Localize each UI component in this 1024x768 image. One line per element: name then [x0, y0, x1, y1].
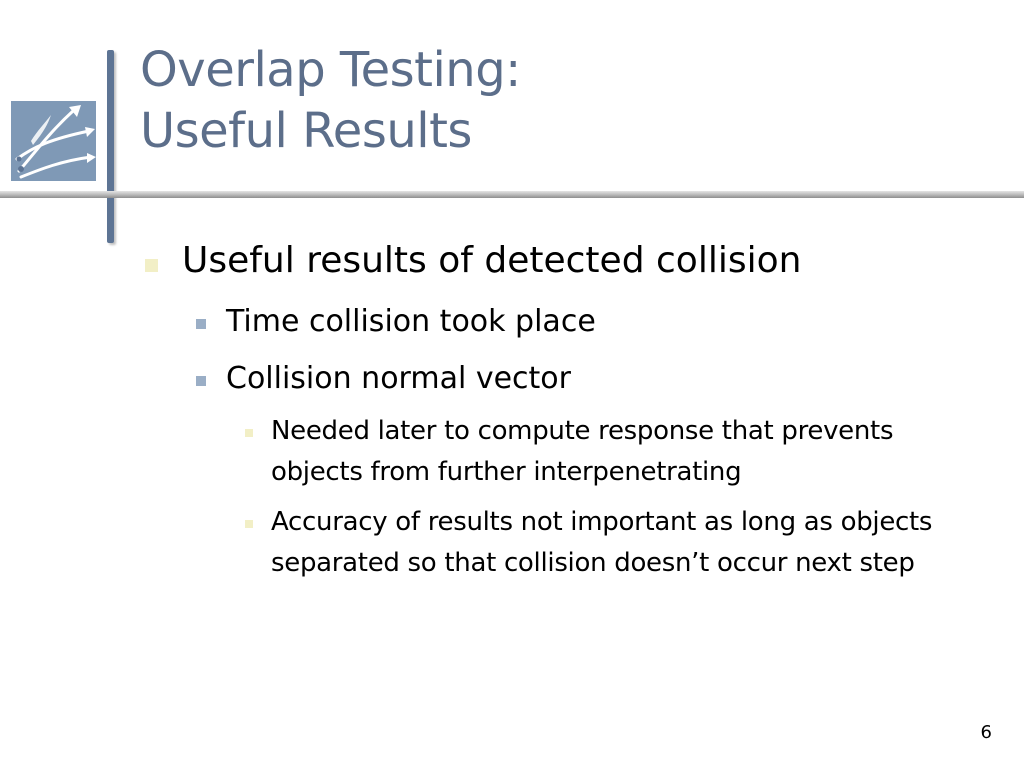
square-bullet-icon — [196, 376, 206, 386]
bullet-level1 — [182, 238, 1002, 284]
bullet-text: Time collision took place — [226, 304, 596, 339]
slide-title — [140, 40, 521, 162]
quills-logo-icon — [11, 101, 96, 181]
square-bullet-icon — [196, 319, 206, 329]
title-line-1: Overlap Testing: — [140, 42, 521, 98]
bullet-level2 — [226, 359, 1006, 399]
bullet-text: Needed later to compute response that prevents objects from further interpenetrating — [271, 416, 894, 487]
title-line-2: Useful Results — [140, 103, 472, 159]
square-bullet-icon — [145, 259, 158, 272]
page-number: 6 — [980, 722, 992, 743]
bullet-level3 — [271, 411, 991, 493]
bullet-level3 — [271, 502, 991, 584]
bullet-text: Collision normal vector — [226, 361, 571, 396]
bullet-text: Useful results of detected collision — [182, 240, 802, 281]
title-divider — [0, 191, 1024, 198]
square-bullet-icon — [245, 520, 253, 528]
bullet-text: Accuracy of results not important as long as objects separated so that collision doesn’t occur next step — [271, 507, 933, 578]
bullet-level2 — [226, 302, 1006, 342]
square-bullet-icon — [245, 429, 253, 437]
title-accent-bar — [107, 50, 114, 243]
